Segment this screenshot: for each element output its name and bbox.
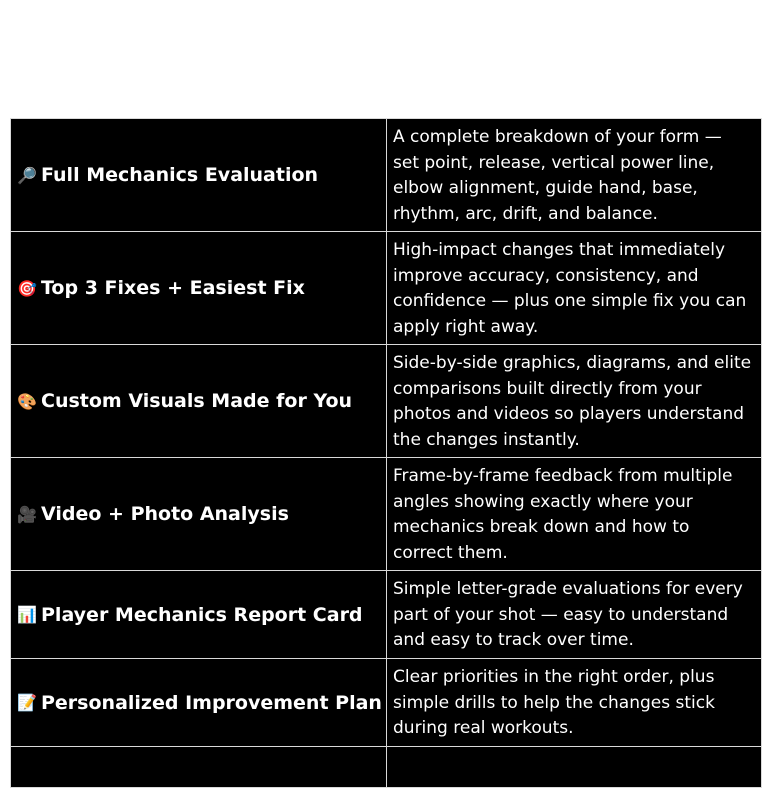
feature-description: Simple letter-grade evaluations for every part of your shot — easy to understand and easy to track over time. (387, 571, 762, 658)
feature-description: Frame-by-frame feedback from multiple angles showing exactly where your mechanics break down and how to correct them. (387, 458, 762, 570)
palette-icon: 🎨 (17, 391, 37, 411)
memo-icon: 📝 (17, 693, 37, 712)
table-row (11, 458, 762, 571)
feature-title: Full Mechanics Evaluation (41, 164, 319, 186)
feature-description: High-impact changes that immediately improve accuracy, consistency, and confidence — plus one simple fix you can apply right away. (387, 232, 762, 344)
table-row (11, 232, 762, 345)
table-row (11, 119, 762, 232)
table-row-partial (11, 747, 762, 788)
feature-description: Side-by-side graphics, diagrams, and elite comparisons built directly from your photos and videos so players understand the changes instantly. (387, 345, 762, 457)
feature-title-cell (11, 747, 387, 787)
features-table (10, 118, 762, 788)
table-row (11, 659, 762, 747)
feature-title: Top 3 Fixes + Easiest Fix (41, 277, 305, 299)
feature-description (387, 747, 762, 787)
feature-title: Player Mechanics Report Card (41, 603, 363, 626)
feature-title: Custom Visuals Made for You (41, 390, 353, 412)
feature-title-cell (11, 571, 387, 658)
table-row (11, 345, 762, 458)
feature-title-cell (11, 458, 387, 570)
feature-title: Video + Photo Analysis (41, 503, 289, 525)
feature-description: Clear priorities in the right order, plus simple drills to help the changes stick during real workouts. (387, 659, 762, 746)
feature-title-cell (11, 119, 387, 231)
video-camera-icon: 🎥 (17, 504, 37, 524)
feature-title-cell (11, 659, 387, 746)
feature-title-cell (11, 345, 387, 457)
feature-description: A complete breakdown of your form — set point, release, vertical power line, elbow alignment, guide hand, base, rhythm, arc, drift, and balance. (387, 119, 762, 231)
table-row (11, 571, 762, 659)
feature-title: Personalized Improvement Plan (41, 691, 382, 714)
feature-title-cell (11, 232, 387, 344)
bar-chart-icon: 📊 (17, 605, 37, 624)
target-icon: 🎯 (17, 278, 37, 298)
magnifying-glass-icon: 🔎 (17, 165, 37, 185)
